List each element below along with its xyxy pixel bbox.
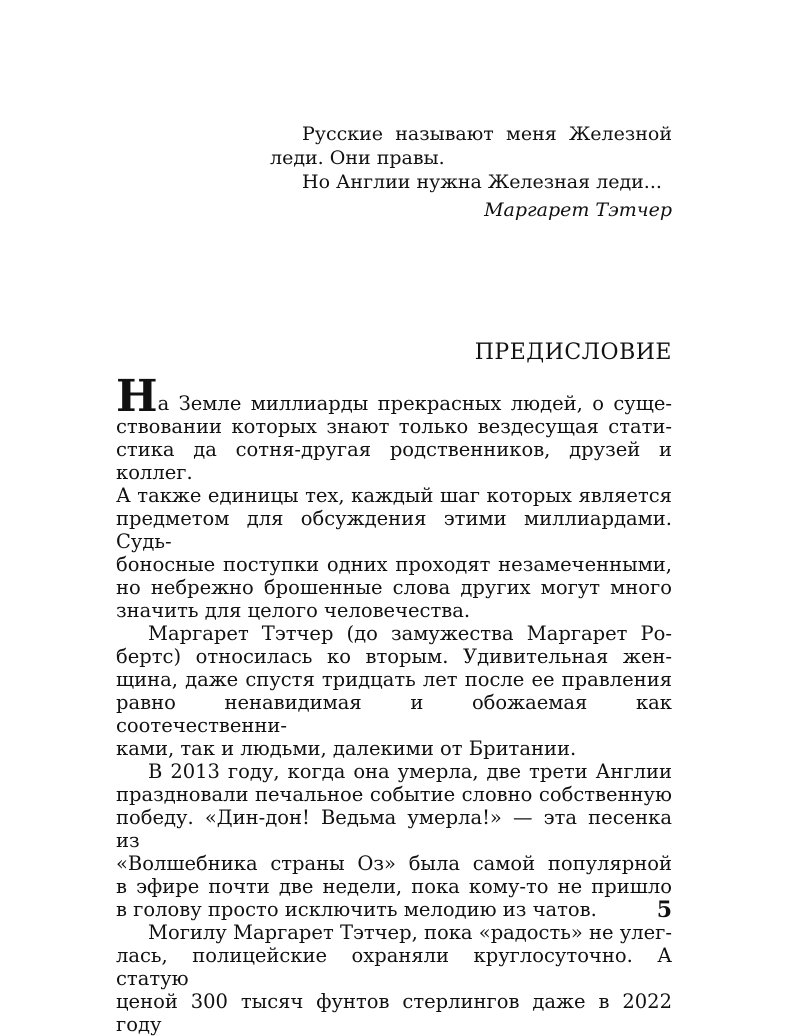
text-line <box>116 371 672 422</box>
text-line: В 2013 году, когда она умерла, две трети Англии <box>148 760 672 783</box>
text-line: Могилу Маргарет Тэтчер, пока «радость» не улег- <box>148 921 672 944</box>
epigraph-line: Но Англии нужна Железная леди... <box>302 171 662 193</box>
text-line: щина, даже спустя тридцать лет после ее правления <box>116 668 672 691</box>
epigraph-author: Маргарет Тэтчер <box>484 199 672 221</box>
page-number: 5 <box>656 897 672 923</box>
text-line: праздновали печальное событие словно собственную <box>116 783 672 806</box>
epigraph-line: леди. Они правы. <box>270 147 445 169</box>
text-line-content: а Земле миллиарды прекрасных людей, о суще- <box>157 392 672 415</box>
epigraph-line: Русские называют меня Железной <box>302 123 672 145</box>
text-line: «Волшебника страны Оз» была самой популярной <box>116 852 672 875</box>
text-line: в эфире почти две недели, пока кому-то не пришло <box>116 875 672 898</box>
text-line: победу. «Дин-дон! Ведьма умерла!» — эта песенка из <box>116 806 672 852</box>
text-line: но небрежно брошенные слова других могут много <box>116 576 672 599</box>
text-line: А также единицы тех, каждый шаг которых является <box>116 484 672 507</box>
text-line: ценой 300 тысяч фунтов стерлингов даже в 2022 году <box>116 990 672 1036</box>
text-line: ствовании которых знают только вездесущая стати- <box>116 415 672 438</box>
text-line: в голову просто исключить мелодию из чатов. <box>116 898 597 921</box>
text-line: бертс) относилась ко вторым. Удивительная жен- <box>116 645 672 668</box>
drop-cap: Н <box>116 371 158 422</box>
text-line: лась, полицейские охраняли круглосуточно. А статую <box>116 944 672 990</box>
text-line: предметом для обсуждения этими миллиардами. Судь- <box>116 507 672 553</box>
text-line: значить для целого человечества. <box>116 599 471 622</box>
text-line: ками, так и людьми, далекими от Британии. <box>116 737 577 760</box>
text-line: равно ненавидимая и обожаемая как соотечественни- <box>116 691 672 737</box>
text-line: боносные поступки одних проходят незамеченными, <box>116 553 672 576</box>
chapter-heading: ПРЕДИСЛОВИЕ <box>474 340 672 365</box>
text-line: стика да сотня-другая родственников, друзей и коллег. <box>116 438 672 484</box>
body-text <box>116 371 672 1036</box>
epigraph <box>270 122 672 222</box>
text-line: Маргарет Тэтчер (до замужества Маргарет Ро- <box>148 622 672 645</box>
